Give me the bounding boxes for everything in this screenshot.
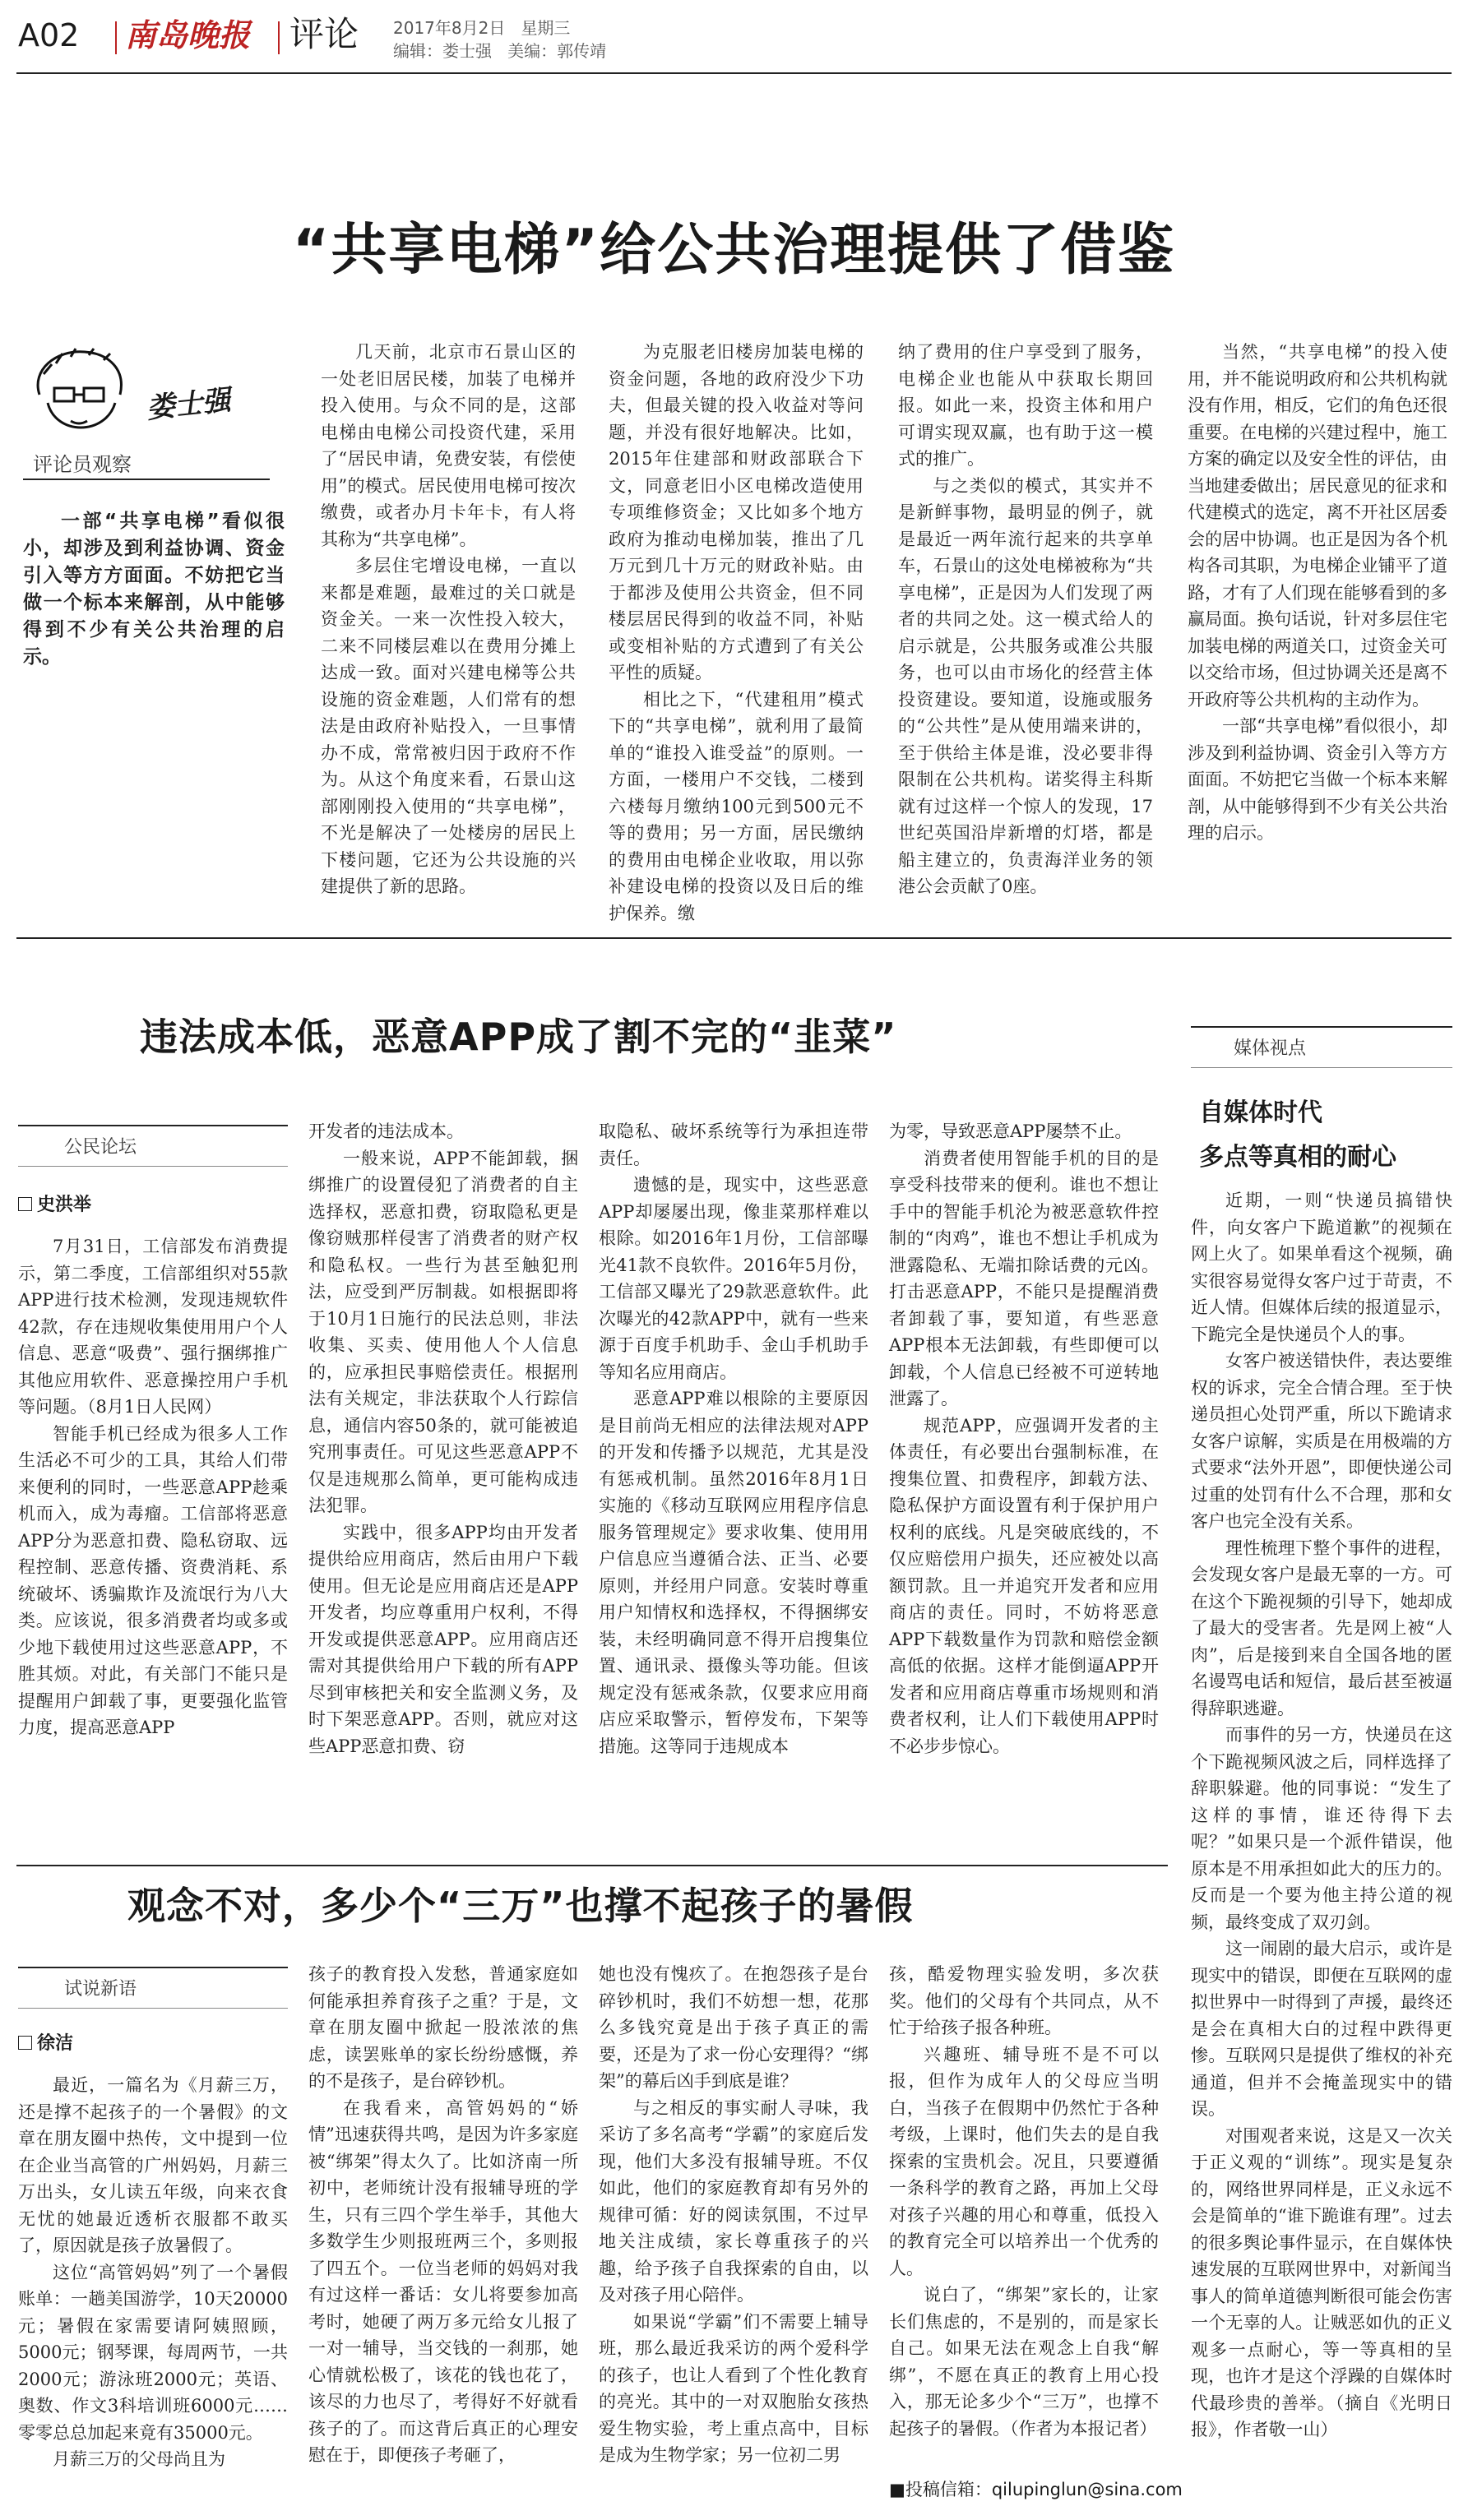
summer-col3-para-1: 她也没有愧疚了。在抱怨孩子是台碎钞机时，我们不妨想一想，花那么多钱究竟是出于孩子真正的需要，还是为了求一份心安理得？“绑架”的幕后凶手到底是谁？ bbox=[599, 1964, 868, 2091]
sidebar-rule-top bbox=[1191, 1026, 1452, 1028]
media-para-4: 而事件的另一方，快递员在这个下跪视频风波之后，同样选择了辞职躲避。他的同事说：“发生了这样的事情，谁还待得下去呢？”如果只是一个派件错误，他原本是不用承担如此大的压力的。反而是一个要为他主持公道的视频，最终变成了双刃剑。 bbox=[1191, 1725, 1452, 1932]
app-col4-para-3: 规范APP，应强调开发者的主体责任，有必要出台强制标准，在搜集位置、扣费程序，卸载方法、隐私保护方面设置有利于保护用户权利的底线。凡是突破底线的，不仅应赔偿用户损失，还应被处以高额罚款。且一并追究开发者和应用商店的责任。同时，不妨将恶意APP下载数量作为罚款和赔偿金额高低的依据。这样才能倒逼APP开发者和应用商店尊重市场规则和消费者权利，让人们下载使用APP时不必步步惊心。 bbox=[889, 1415, 1159, 1756]
designer-credit: 美编：郭传靖 bbox=[507, 41, 607, 61]
lead-summary-text: 一部“共享电梯”看似很小，却涉及到利益协调、资金引入等方方面面。不妨把它当做一个标本来解剖，从中能够得到不少有关公共治理的启示。 bbox=[23, 511, 285, 668]
lead-col-3 bbox=[898, 339, 1153, 906]
app-column-label: 公民论坛 bbox=[64, 1137, 137, 1158]
summer-col3-para-2: 与之相反的事实耐人寻味，我采访了多名高考“学霸”的家庭后发现，他们大多没有报辅导班。不仅如此，他们的家庭教育却有另外的规律可循：好的阅读氛围，不过早地关注成绩，家长尊重孩子的兴趣，给予孩子自我探索的自由，以及对孩子用心陪伴。 bbox=[599, 2097, 868, 2305]
media-headline-1: 自媒体时代 bbox=[1199, 1098, 1322, 1127]
app-label-rule-bottom bbox=[18, 1166, 288, 1167]
media-para-6: 对围观者来说，这是又一次关于正义观的“训练”。现实是复杂的，网络世界同样是，正义永远不会是简单的“谁下跪谁有理”。过去的很多舆论事件显示，在自媒体快速发展的互联网世界中，对新闻当事人的简单道德判断很可能会伤害一个无辜的人。让贼恶如仇的正义观多一点耐心，等一等真相的呈现，也许才是这个浮躁的自媒体时代最珍贵的善举。（摘自《光明日报》，作者敬一山） bbox=[1191, 2125, 1452, 2439]
app-col-3 bbox=[599, 1118, 868, 1846]
columnist-label-rule bbox=[23, 479, 270, 480]
media-para-2: 女客户被送错快件，表达要维权的诉求，完全合情合理。至于快递员担心处罚严重，所以下跪请求女客户谅解，实质是在用极端的方式要求“法外开恩”，即便快递公司过重的处罚有什么不合理，那和女客户也完全没有关系。 bbox=[1191, 1351, 1452, 1531]
lead-col-4 bbox=[1188, 339, 1447, 906]
summer-headline: 观念不对，多少个“三万”也撑不起孩子的暑假 bbox=[127, 1884, 914, 1928]
issue-weekday: 星期三 bbox=[521, 18, 571, 38]
lead-col2-para-2: 相比之下，“代建租用”模式下的“共享电梯”，就利用了最简单的“谁投入谁受益”的原则。一方面，一楼用户不交钱，二楼到六楼每月缴纳100元到500元不等的费用；另一方面，居民缴纳的费用由电梯企业收取，用以弥补建设电梯的投资以及日后的维护保养。缴 bbox=[609, 689, 864, 923]
lead-col4-para-1: 当然，“共享电梯”的投入使用，并不能说明政府和公共机构就没有作用，相反，它们的角色还很重要。在电梯的兴建过程中，施工方案的确定以及安全性的评估，由当地建委做出；居民意见的征求和代建模式的选定，离不开社区居委会的居中协调。也正是因为各个机构各司其职，为电梯企业铺平了道路，才有了人们现在能够看到的多赢局面。换句话说，针对多层住宅加装电梯的两道关口，过资金关可以交给市场，但过协调关还是离不开政府等公共机构的主动作为。 bbox=[1188, 342, 1447, 710]
app-col2-para-1: 开发者的违法成本。 bbox=[308, 1121, 464, 1141]
app-author: 史洪举 bbox=[37, 1195, 92, 1215]
columnist-signature: 娄士强 bbox=[145, 383, 233, 426]
lead-col-1 bbox=[321, 339, 576, 906]
issue-date bbox=[393, 15, 570, 39]
app-col-1 bbox=[18, 1233, 288, 1846]
app-col-2 bbox=[308, 1118, 578, 1846]
editor-credit: 编辑：娄士强 bbox=[393, 41, 492, 61]
summer-col4-para-2: 兴趣班、辅导班不是不可以报，但作为成年人的父母应当明白，当孩子在假期中仍然忙于各种考级，上课时，他们失去的是自我探索的宝贵机会。况且，只要遵循一条科学的教育之路，再加上父母对孩子兴趣的用心和尊重，低投入的教育完全可以培养出一个优秀的人。 bbox=[889, 2044, 1159, 2278]
columnist-portrait bbox=[23, 345, 270, 444]
masthead-rule bbox=[16, 72, 1452, 74]
page-number: A02 bbox=[18, 17, 80, 53]
summer-col1-para-1: 最近，一篇名为《月薪三万，还是撑不起孩子的一个暑假》的文章在朋友圈中热传，文中提到一位在企业当高管的广州妈妈，月薪三万出头，女儿读五年级，向来衣食无忧的她最近透析衣服都不敢买了，原因就是孩子放暑假了。 bbox=[18, 2075, 288, 2255]
app-col3-para-2: 遗憾的是，现实中，这些恶意APP却屡屡出现，像韭菜那样难以根除。如2016年1月份，工信部曝光41款不良软件。2016年5月份，工信部又曝光了29款恶意软件。此次曝光的42款APP中，就有一些来源于百度手机助手、金山手机助手等知名应用商店。 bbox=[599, 1175, 868, 1382]
summer-col4-para-3: 说白了，“绑架”家长的，让家长们焦虑的，不是别的，而是家长自己。如果无法在观念上自我“解绑”，不愿在真正的教育上用心投入，那无论多少个“三万”，也撑不起孩子的暑假。（作者为本报记者） bbox=[889, 2285, 1159, 2439]
media-para-3: 理性梳理下整个事件的进程，会发现女客户是最无辜的一方。可在这个下跪视频的引导下，她却成了最大的受害者。先是网上被“人肉”，后是接到来自全国各地的匿名谩骂电话和短信，最后甚至被逼得辞职逃避。 bbox=[1191, 1537, 1452, 1718]
lead-col1-para-1: 几天前，北京市石景山区的一处老旧居民楼，加装了电梯并投入使用。与众不同的是，这部电梯由电梯公司投资代建，采用了“居民申请，免费安装，有偿使用”的模式。居民使用电梯可按次缴费，或者办月卡年卡，有人将其称为“共享电梯”。 bbox=[321, 342, 576, 549]
media-body bbox=[1191, 1187, 1452, 2503]
masthead-divider-1 bbox=[115, 21, 117, 54]
summer-label-rule-bottom bbox=[18, 2008, 288, 2009]
summer-label-rule-top bbox=[18, 1967, 288, 1968]
lead-col3-para-2: 与之类似的模式，其实并不是新鲜事物，最明显的例子，就是最近一两年流行起来的共享单车，石景山的这处电梯被称为“共享电梯”，正是因为人们发现了两者的共同之处。这一模式给人的启示就是，公共服务或准公共服务，也可以由市场化的经营主体投资建设。要知道，设施或服务的“公共性”是从使用端来讲的，至于供给主体是谁，没必要非得限制在公共机构。诺奖得主科斯就有过这样一个惊人的发现，17世纪英国沿岸新增的灯塔，都是船主建立的，负责海洋业务的领港公会贡献了0座。 bbox=[898, 475, 1153, 896]
summer-column-label: 试说新语 bbox=[64, 1979, 137, 2000]
media-headline-2: 多点等真相的耐心 bbox=[1199, 1143, 1396, 1172]
media-para-5: 这一闹剧的最大启示，或许是现实中的错误，即便在互联网的虚拟世界中一时得到了声援，最终还是会在真相大白的过程中跌得更惨。互联网只是提供了维权的补充通道，但并不会掩盖现实中的错误。 bbox=[1191, 1939, 1452, 2119]
summer-col2-para-2: 在我看来，高管妈妈的“娇情”迅速获得共鸣，是因为许多家庭被“绑架”得太久了。比如济南一所初中，老师统计没有报辅导班的学生，只有三四个学生举手，其他大多数学生少则报班两三个，多则报了四五个。一位当老师的妈妈对我有过这样一番话：女儿将要参加高考时，她硬了两万多元给女儿报了一对一辅导，当交钱的一刹那，她心情就松极了，该花的钱也花了，该尽的力也尽了，考得好不好就看孩子的了。而这背后真正的心理安慰在于，即便孩子考砸了， bbox=[308, 2097, 578, 2465]
app-byline bbox=[18, 1191, 91, 1216]
lead-col2-para-1: 为克服老旧楼房加装电梯的资金问题，各地的政府没少下功夫，但最关键的投入收益对等问题，并没有很好地解决。比如，2015年住建部和财政部联合下文，同意老旧小区电梯改造使用专项维修资金；又比如多个地方政府为推动电梯加装，推出了几万元到几十万元的财政补贴。由于都涉及使用公共资金，但不同楼层居民得到的收益不同，补贴或变相补贴的方式遭到了有关公平性的质疑。 bbox=[609, 342, 864, 682]
app-col4-para-2: 消费者使用智能手机的目的是享受科技带来的便利。谁也不想让手中的智能手机沦为被恶意软件控制的“肉鸡”，谁也不想让手机成为泄露隐私、无端扣除话费的元凶。打击恶意APP，不能只是提醒消费者卸载了事，要知道，有些恶意APP根本无法卸载，有些即便可以卸载，个人信息已经被不可逆转地泄露了。 bbox=[889, 1148, 1159, 1408]
lead-col3-para-1: 纳了费用的住户享受到了服务，电梯企业也能从中获取长期回报。如此一来，投资主体和用户可谓实现双赢，也有助于这一模式的推广。 bbox=[898, 342, 1153, 469]
byline-square-icon bbox=[18, 1197, 32, 1211]
summer-col-3 bbox=[599, 1961, 868, 2508]
columnist-sketch-icon bbox=[23, 345, 138, 444]
summer-byline bbox=[18, 2029, 73, 2055]
app-col1-para-1: 7月31日，工信部发布消费提示，第二季度，工信部组织对55款APP进行技术检测，发现违规软件42款，存在违规收集使用用户个人信息、恶意“吸费”、强行捆绑推广其他应用软件、恶意操控用户手机等问题。（8月1日人民网） bbox=[18, 1237, 288, 1417]
issue-date-text: 2017年8月2日 bbox=[393, 18, 506, 38]
app-bottom-rule bbox=[16, 1865, 1168, 1866]
lead-bottom-rule bbox=[16, 937, 1452, 939]
app-col3-para-1: 取隐私、破坏系统等行为承担连带责任。 bbox=[599, 1121, 868, 1168]
app-col2-para-2: 一般来说，APP不能卸载，捆绑推广的设置侵犯了消费者的自主选择权，恶意扣费，窃取隐私更是像窃贼那样侵害了消费者的财产权和隐私权。一些行为甚至触犯刑法，应受到严厉制裁。如根据即将于10月1日施行的民法总则，非法收集、买卖、使用他人个人信息的，应承担民事赔偿责任。根据刑法有关规定，非法获取个人行踪信息，通信内容50条的，就可能被追究刑事责任。可见这些恶意APP不仅是违规那么简单，更可能构成违法犯罪。 bbox=[308, 1148, 578, 1515]
summer-col2-para-1: 孩子的教育投入发愁，普通家庭如何能承担养育孩子之重？于是，文章在朋友圈中掀起一股浓浓的焦虑，读罢账单的家长纷纷感慨，养的不是孩子，是台碎钞机。 bbox=[308, 1964, 578, 2091]
lead-col-2 bbox=[609, 339, 864, 923]
masthead-divider-2 bbox=[278, 21, 280, 54]
app-label-rule-top bbox=[18, 1125, 288, 1126]
byline-square-icon bbox=[18, 2036, 32, 2050]
app-col2-para-3: 实践中，很多APP均由开发者提供给应用商店，然后由用户下载使用。但无论是应用商店还是APP开发者，均应尊重用户权利，不得开发或提供恶意APP。应用商店还需对其提供给用户下载的所有APP尽到审核把关和安全监测义务，及时下架恶意APP。否则，就应对这些APP恶意扣费、窃 bbox=[308, 1522, 578, 1756]
section-title: 评论 bbox=[289, 14, 359, 54]
media-column-label: 媒体视点 bbox=[1234, 1038, 1307, 1059]
summer-col4-para-1: 孩，酷爱物理实验发明，多次获奖。他们的父母有个共同点，从不忙于给孩子报各种班。 bbox=[889, 1964, 1159, 2037]
summer-col3-para-3: 如果说“学霸”们不需要上辅导班，那么最近我采访的两个爱科学的孩子，也让人看到了个性化教育的亮光。其中的一对双胞胎女孩热爱生物实验，考上重点高中，目标是成为生物学家；另一位初二男 bbox=[599, 2311, 868, 2465]
columnist-label: 评论员观察 bbox=[33, 453, 132, 476]
lead-col1-para-2: 多层住宅增设电梯，一直以来都是难题，最难过的关口就是资金关。一来一次性投入较大，二来不同楼层难以在费用分摊上达成一致。面对兴建电梯等公共设施的资金难题，人们常有的想法是由政府补贴投入，一旦事情办不成，常常被归因于政府不作为。从这个角度来看，石景山这部刚刚投入使用的“共享电梯”，不光是解决了一处楼房的居民上下楼问题，它还为公共设施的兴建提供了新的思路。 bbox=[321, 556, 576, 896]
lead-headline: “共享电梯”给公共治理提供了借鉴 bbox=[292, 218, 1176, 283]
editor-credits bbox=[393, 38, 606, 62]
media-para-1: 近期，一则“快递员搞错快件，向女客户下跪道歉”的视频在网上火了。如果单看这个视频，确实很容易觉得女客户过于苛责，不近人情。但媒体后续的报道显示，下跪完全是快递员个人的事。 bbox=[1191, 1191, 1452, 1344]
summer-col-1 bbox=[18, 2072, 288, 2508]
submission-email: ■投稿信箱：qilupinglun@sina.com bbox=[889, 2480, 1183, 2499]
summer-col1-para-2: 这位“高管妈妈”列了一个暑假账单：一趟美国游学，10天20000元；暑假在家需要请阿姨照顾，5000元；钢琴课，每周两节，一共2000元；游泳班2000元；英语、奥数、作文3科培训班6000元……零零总总加起来竟有35000元。 bbox=[18, 2262, 288, 2443]
app-col1-para-2: 智能手机已经成为很多人工作生活必不可少的工具，其给人们带来便利的同时，一些恶意APP趁乘机而入，成为毒瘤。工信部将恶意APP分为恶意扣费、隐私窃取、远程控制、恶意传播、资费消耗、系统破坏、诱骗欺诈及流氓行为八大类。应该说，很多消费者均或多或少地下载使用过这些恶意APP，不胜其烦。对此，有关部门不能只是提醒用户卸载了事，更要强化监管力度，提高恶意APP bbox=[18, 1423, 288, 1737]
app-col-4 bbox=[889, 1118, 1159, 1846]
app-headline: 违法成本低，恶意APP成了割不完的“韭菜” bbox=[140, 1015, 897, 1059]
lead-col4-para-2: 一部“共享电梯”看似很小，却涉及到利益协调、资金引入等方方面面。不妨把它当做一个标本来解剖，从中能够得到不少有关公共治理的启示。 bbox=[1188, 716, 1447, 843]
summer-col-4 bbox=[889, 1961, 1159, 2471]
summer-col-2 bbox=[308, 1961, 578, 2508]
masthead-paper-name: 南岛晚报 bbox=[125, 16, 251, 53]
summer-col1-para-3: 月薪三万的父母尚且为 bbox=[53, 2449, 225, 2469]
app-col4-para-1: 为零，导致恶意APP屡禁不止。 bbox=[889, 1121, 1132, 1141]
summer-author: 徐洁 bbox=[37, 2033, 74, 2054]
lead-summary bbox=[23, 508, 285, 697]
sidebar-rule-label bbox=[1191, 1067, 1452, 1068]
app-col3-para-3: 恶意APP难以根除的主要原因是目前尚无相应的法律法规对APP的开发和传播予以规范，尤其是没有惩戒机制。虽然2016年8月1日实施的《移动互联网应用程序信息服务管理规定》要求收集、使用用户信息应当遵循合法、正当、必要原则，并经用户同意。安装时尊重用户知情权和选择权，不得捆绑安装，未经明确同意不得开启搜集位置、通讯录、摄像头等功能。但该规定没有惩戒条款，仅要求应用商店应采取警示，暂停发布，下架等措施。这等同于违规成本 bbox=[599, 1389, 868, 1756]
